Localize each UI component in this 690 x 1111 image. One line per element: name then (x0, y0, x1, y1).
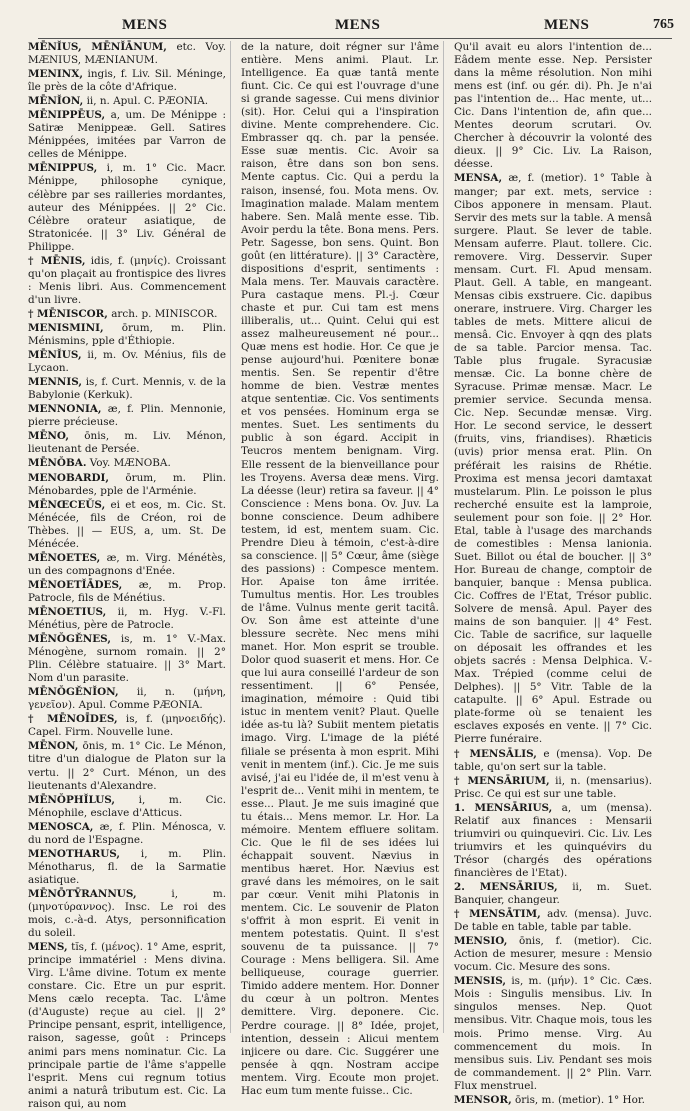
column-left (28, 41, 231, 1110)
entry-headword: MĒNŒCEŬS, (28, 498, 106, 511)
entry-headword: MĒNĬUS, MĒNĬĀNUM, (28, 41, 167, 53)
dictionary-entry (28, 255, 226, 307)
entry-definition: ingis, f. Liv. Sil. Méninge, île près de la côte d'Afrique. (28, 68, 226, 94)
entry-definition: i, m. Cic. Ménophile, esclave d'Atticus. (28, 793, 226, 819)
dictionary-entry (454, 41, 652, 171)
entry-headword: MĒNŎPHĬLUS, (28, 793, 116, 806)
entry-headword: MENNONIA, (28, 403, 102, 416)
page-number: 765 (653, 17, 674, 32)
dictionary-entry (28, 308, 226, 321)
entry-headword: MĒNOETĬĀDES, (28, 578, 123, 591)
entry-headword: MĒNŎGĔNES, (28, 633, 111, 646)
entry-headword: † MĒNISCOR, (28, 307, 108, 320)
entry-definition: tĭs, f. (μένος). 1° Ame, esprit, principe immatériel : Mens divina. Virg. L'âme divine. Totum ex mente constare. Cic. Etre un pur esprit. Mens cælo recepta. Tac. L'âme (d'Auguste) reçue au ciel. || 2° Principe pensant, esprit, intelligence, raison, sagesse, goût : Princeps animi pars mens nominatur. Cic. La principale partie de l'âme s'appelle l'esprit. Mens cui regnum totius animi a naturâ tributum est. Cic. La raison qui, au nom (28, 941, 226, 1110)
dictionary-entry (28, 499, 226, 551)
entry-definition: i, m. 1° Cic. Macr. Ménippe, philosophe cynique, célèbre par ses railleries mordantes, auteur des Ménippées. || 2° Cic. Célèbre orateur asiatique, de Stratonicée. || 3° Liv. Général de Philippe. (28, 162, 226, 253)
entry-definition: is, f. (μηνοειδής). Capel. Firm. Nouvelle lune. (28, 713, 226, 739)
entry-headword: MENISMINI, (28, 321, 104, 334)
entry-headword: † MENSĀRIUM, (454, 774, 550, 787)
entry-definition: a, um. De Ménippe : Satiræ Menippeæ. Gell. Satires Ménippées, imitées par Varron de celles de Ménippe. (28, 109, 226, 161)
entry-definition: ii, n. (μήνη, γενεῖον). Apul. Comme PÆONIA. (28, 686, 226, 712)
dictionary-entry (28, 472, 226, 498)
page-header (10, 0, 680, 38)
entry-definition: de la nature, doit régner sur l'âme entière. Mens animi. Plaut. Lr. Intelligence. Ea quæ tantâ mente fiunt. Cic. Ce qui est l'ouvrage d'une si grande sagesse. Cui mens divinior (sit). Hor. Celui qui a l'inspiration divine. Mente comprehendere. Cic. Embrasser qq. ch. par la pensée. Esse suæ mentis. Cic. Avoir sa raison, être dans son bon sens. Mente captus. Cic. Qui a perdu la raison, insensé, fou. Mota mens. Ov. Imagination malade. Malam mentem habere. Sen. Malâ mente esse. Tib. Avoir perdu la tête. Bona mens. Pers. Petr. Sagesse, bon sens. Quint. Bon goût (en littérature). || 3° Caractère, dispositions d'esprit, sentiments : Mala mens. Ter. Mauvais caractère. Pura castaque mens. Pl.-j. Cœur chaste et pur. Cui tam est mens illiberalis, ut... Quint. Celui qui est assez malheureusement né pour... Quæ mens est hodie. Hor. Ce que je pense aujourd'hui. Pœnitere bonæ mentis. Sen. Se repentir d'être homme de bien. Vestræ mentes atque sententiæ. Cic. Vos sentiments et vos pensées. Hominum erga se mentes. Suet. Les sentiments du public à son égard. Accipit in Teucros mentem benignam. Virg. Elle ressent de la bienveillance pour les Troyens. Aversa deæ mens. Virg. La déesse (leur) retira sa faveur. || 4° Conscience : Mens bona. Ov. Juv. La bonne conscience. Deum adhibere testem, id est, mentem suam. Cic. Prendre Dieu à témoin, c'est-à-dire sa conscience. || 5° Cœur, âme (siège des passions) : Compesce mentem. Hor. Apaise ton âme irritée. Tumultus mentis. Hor. Les troubles de l'âme. Vulnus mente gerit tacitâ. Ov. Son âme est atteinte d'une blessure secrète. Nec mens mihi manet. Hor. Mon esprit se trouble. Dolor quod suaserit et mens. Hor. Ce que lui aura conseillé l'ardeur de son ressentiment. || 6° Pensée, imagination, mémoire : Quid tibi istuc in mentem venit? Plaut. Quelle idée as-tu là? Subiit mentem pietatis imago. Virg. L'image de la piété filiale se présenta à mon esprit. Mihi venit in mentem (inf.). Cic. Je me suis avisé, j'ai eu l'idée de, il m'est venu à l'esprit de... Venit mihi in mentem, te esse... Plaut. Je me suis imaginé que tu étais... Mens memor. Lr. Hor. La mémoire. Mentem effluere solitam. Cic. Que le fil de ses idées lui échappait souvent. Nævius in mentibus hæret. Hor. Nævius est gravé dans les mémoires, on le sait par cœur. Venit mihi Platonis in mentem. Cic. Le souvenir de Platon s'offrit à mon esprit. Ei venit in mentem potestatis. Quint. Il s'est souvenu de ta puissance. || 7° Courage : Mens belligera. Sil. Ame belliqueuse, courage guerrier. Timido addere mentem. Hor. Donner du cœur à un poltron. Mentes demittere. Virg. deponere. Cic. Perdre courage. || 8° Idée, projet, intention, dessein : Alicui mentem injicere ou dare. Cic. Suggérer une pensée à qqn. Nostram accipe mentem. Virg. Ecoute mon projet. Hac eum tum mente fuisse.. Cic. (241, 41, 439, 1097)
entry-headword: MĒNŌTȲRANNUS, (28, 887, 137, 900)
dictionary-entry (454, 881, 652, 907)
entry-headword: MĒNĬUS, (28, 349, 82, 362)
dictionary-entry (28, 686, 226, 712)
dictionary-entry (454, 172, 652, 746)
entry-headword: MĒNŎBA. (28, 457, 87, 470)
entry-definition: etc. Voy. MÆNIUS, MÆNIANUM. (28, 41, 226, 67)
entry-definition: ōrum, m. Plin. Ménismins, pple d'Éthiopie. (28, 321, 226, 348)
entry-headword: MENOTHARUS, (28, 847, 121, 860)
dictionary-entry (28, 740, 226, 792)
header-rule (38, 38, 672, 39)
text-columns (28, 41, 680, 1110)
dictionary-entry (28, 162, 226, 253)
entry-definition: Qu'il avait eu alors l'intention de... Eâdem mente esse. Nep. Persister dans la même résolution. Non mihi mens est (inf. ou gér. di). Ph. Je n'ai pas l'intention de... Hac mente, ut... Cic. Dans l'intention de, afin que... Mentes deorum scrutari. Ov. Chercher à découvrir la volonté des dieux. || 9° Cic. Liv. La Raison, déesse. (454, 41, 652, 171)
column-middle (241, 41, 444, 1097)
entry-headword: MĒNŎGĔNĬON, (28, 686, 119, 699)
entry-definition: ōnis, f. (metior). Cic. Action de mesurer, mesure : Mensio vocum. Cic. Mesure des sons. (454, 935, 652, 974)
dictionary-entry (28, 579, 226, 605)
entry-definition: e (mensa). Vop. De table, qu'on sert sur la table. (454, 747, 652, 773)
dictionary-entry (454, 935, 652, 974)
running-head-left: MENS (122, 17, 168, 33)
entry-definition: ii, n. Apul. C. PÆONIA. (86, 95, 209, 108)
entry-definition: ii, m. Ov. Ménius, fils de Lycaon. (28, 349, 226, 375)
entry-headword: MENSOR, (454, 1093, 512, 1106)
dictionary-entry (28, 41, 226, 67)
dictionary-entry (454, 802, 652, 880)
entry-headword: MĒNĬON, (28, 95, 84, 108)
dictionary-entry (28, 606, 226, 632)
entry-headword: MENS, (28, 941, 68, 954)
entry-headword: † MĒNIS, (28, 254, 86, 267)
running-head-right: MENS (544, 17, 590, 33)
entry-definition: is, f. Curt. Mennis, v. de la Babylonie (Kerkuk). (28, 376, 226, 402)
entry-headword: MENNIS, (28, 376, 83, 389)
dictionary-entry (28, 821, 226, 847)
entry-definition: adv. (mensa). Juvc. De table en table, table par table. (454, 908, 652, 934)
dictionary-entry (28, 848, 226, 887)
dictionary-entry (28, 376, 226, 402)
running-head-center: MENS (335, 17, 381, 33)
column-right (454, 41, 656, 1106)
dictionary-entry (28, 888, 226, 940)
entry-definition: æ, m. Prop. Patrocle, fils de Ménétius. (28, 578, 227, 604)
dictionary-entry (28, 349, 226, 375)
entry-definition: i, m. (μηνοτύραννος). Insc. Le roi des mois, c.-à-d. Atys, personnification du soleil. (28, 887, 226, 940)
dictionary-entry (454, 975, 652, 1092)
entry-definition: a, um (mensa). Relatif aux finances : Mensarii triumviri ou quinqueviri. Cic. Liv. Les triumvirs et les quinquévirs du Trésor (chargés des opérations financières de l'Etat). (454, 801, 652, 879)
entry-definition: is, m. 1° V.-Max. Ménogène, surnom romain. || 2° Plin. Célèbre statuaire. || 3° Mart. Nom d'un parasite. (28, 633, 227, 685)
dictionary-entry (454, 748, 652, 774)
dictionary-entry (28, 68, 226, 94)
dictionary-entry (28, 941, 226, 1111)
entry-definition: ōris, m. (metior). 1° Hor. (515, 1093, 645, 1106)
entry-headword: † MENSĀTIM, (454, 908, 541, 921)
entry-definition: ii, n. (mensarius). Prisc. Ce qui est sur une table. (454, 774, 652, 800)
entry-headword: MĒNOETES, (28, 551, 101, 564)
entry-headword: MĒNOETIUS, (28, 605, 107, 618)
dictionary-entry (28, 322, 226, 348)
entry-definition: ōrum, m. Plin. Ménobardes, pple de l'Arménie. (28, 471, 227, 497)
entry-headword: MENSIS, (454, 975, 507, 988)
entry-headword: MĒNO, (28, 430, 69, 443)
dictionary-entry (28, 95, 226, 108)
entry-headword: 2. MENSĀRIUS, (454, 881, 558, 893)
entry-headword: MENSA, (454, 172, 503, 185)
entry-definition: Voy. MÆNOBA. (89, 457, 171, 470)
entry-headword: MENOBARDI, (28, 471, 109, 484)
entry-definition: æ, f. Plin. Ménosca, v. du nord de l'Espagne. (28, 820, 226, 846)
dictionary-entry (28, 794, 226, 820)
entry-definition: æ, f. (metior). 1° Table à manger; par ext. mets, service : Cibos apponere in mensam. Plaut. Servir des mets sur la table. A mensâ surgere. Plaut. Se lever de table. Mensam auferre. Plaut. tollere. Cic. removere. Virg. Desservir. Super mensam. Curt. Fl. Apud mensam. Plaut. Gell. A table, en mangeant. Mensas cibis exstruere. Cic. dapibus onerare, instruere. Virg. Charger les tables de mets. Mittere alicui de mensâ. Cic. Envoyer à qqn des plats de sa table. Parcior mensa. Tac. Table plus frugale. Syracusiæ mensæ. Cic. La bonne chère de Syracuse. Primæ mensæ. Macr. Le premier service. Secunda mensa. Cic. Nep. Secundæ mensæ. Virg. Hor. Le second service, le dessert (fruits, vins, friandises). Rhæticis (uvis) prior mensa erat. Plin. On préférait les raisins de Rhétie. Proxima est mensa jecori damtaxat mustelarum. Plin. Le poisson le plus recherché ensuite est la lamproie, seulement pour son foie. || 2° Hor. Etal, table à l'usage des marchands de comestibles : Mensa lanionia. Suet. Billot ou étal de boucher. || 3° Hor. Bureau de change, comptoir de banquier, banque : Mensa publica. Cic. Coffres de l'Etat, Trésor public. Solvere de mensâ. Apul. Payer des mains de son banquier. || 4° Fest. Cic. Table de sacrifice, sur laquelle on déposait les offrandes et les objets sacrés : Mensa Delphica. V.-Max. Trépied (comme celui de Delphes). || 5° Vitr. Table de la catapulte. || 6° Apul. Estrade ou plate-forme où se tenaient les esclaves exposés en vente. || 7° Cic. Pierre funéraire. (454, 172, 652, 746)
dictionary-entry (28, 633, 226, 685)
entry-definition: i, m. Plin. Ménotharus, fl. de la Sarmatie asiatique. (28, 847, 226, 886)
dictionary-entry (28, 457, 226, 470)
entry-definition: ei et eos, m. Cic. St. Ménécée, fils de Créon, roi de Thèbes. || — EUS, a, um. St. De Ménécée. (28, 498, 226, 550)
entry-definition: æ, f. Plin. Mennonie, pierre précieuse. (28, 403, 226, 429)
entry-headword: MENINX, (28, 68, 83, 81)
entry-definition: æ, m. Virg. Ménétès, un des compagnons d'Enée. (28, 551, 226, 577)
entry-headword: MĒNIPPĒUS, (28, 109, 106, 122)
dictionary-entry (454, 908, 652, 934)
entry-definition: ōnis, m. Liv. Ménon, lieutenant de Persée. (28, 430, 226, 456)
dictionary-entry (454, 775, 652, 801)
entry-definition: idis, f. (μηνίς). Croissant qu'on plaçait au frontispice des livres : Menis libri. Aus. Commencement d'un livre. (28, 254, 226, 306)
dictionary-entry (28, 430, 226, 456)
dictionary-entry (28, 552, 226, 578)
dictionary-entry (28, 403, 226, 429)
entry-headword: 1. MENSĀRIUS, (454, 801, 553, 814)
entry-headword: MĒNON, (28, 740, 79, 753)
entry-headword: † MĒNOĪDES, (28, 713, 118, 726)
entry-definition: ii, m. Hyg. V.-Fl. Ménétius, père de Patrocle. (28, 605, 226, 632)
entry-headword: MĒNIPPUS, (28, 162, 98, 175)
entry-definition: ii, m. Suet. Banquier, changeur. (454, 881, 652, 907)
entry-headword: MENSIO, (454, 935, 508, 948)
entry-definition: arch. p. MINISCOR. (111, 307, 218, 320)
dictionary-entry (454, 1094, 652, 1107)
entry-definition: is, m. (μήν). 1° Cic. Cæs. Mois : Singulis mensibus. Liv. In singulos menses. Nep. Quot mensibus. Vitr. Chaque mois, tous les mois. Primo mense. Virg. Au commencement du mois. In mensibus suis. Liv. Pendant ses mois de commandement. || 2° Plin. Varr. Flux menstruel. (454, 975, 652, 1092)
dictionary-entry (28, 109, 226, 161)
dictionary-entry (28, 713, 226, 739)
entry-definition: ōnis, m. 1° Cic. Le Ménon, titre d'un dialogue de Platon sur la vertu. || 2° Curt. Ménon, un des lieutenants d'Alexandre. (28, 740, 226, 792)
entry-headword: † MENSĀLIS, (454, 747, 537, 760)
entry-headword: MENOSCA, (28, 820, 94, 833)
dictionary-entry (241, 41, 439, 1098)
